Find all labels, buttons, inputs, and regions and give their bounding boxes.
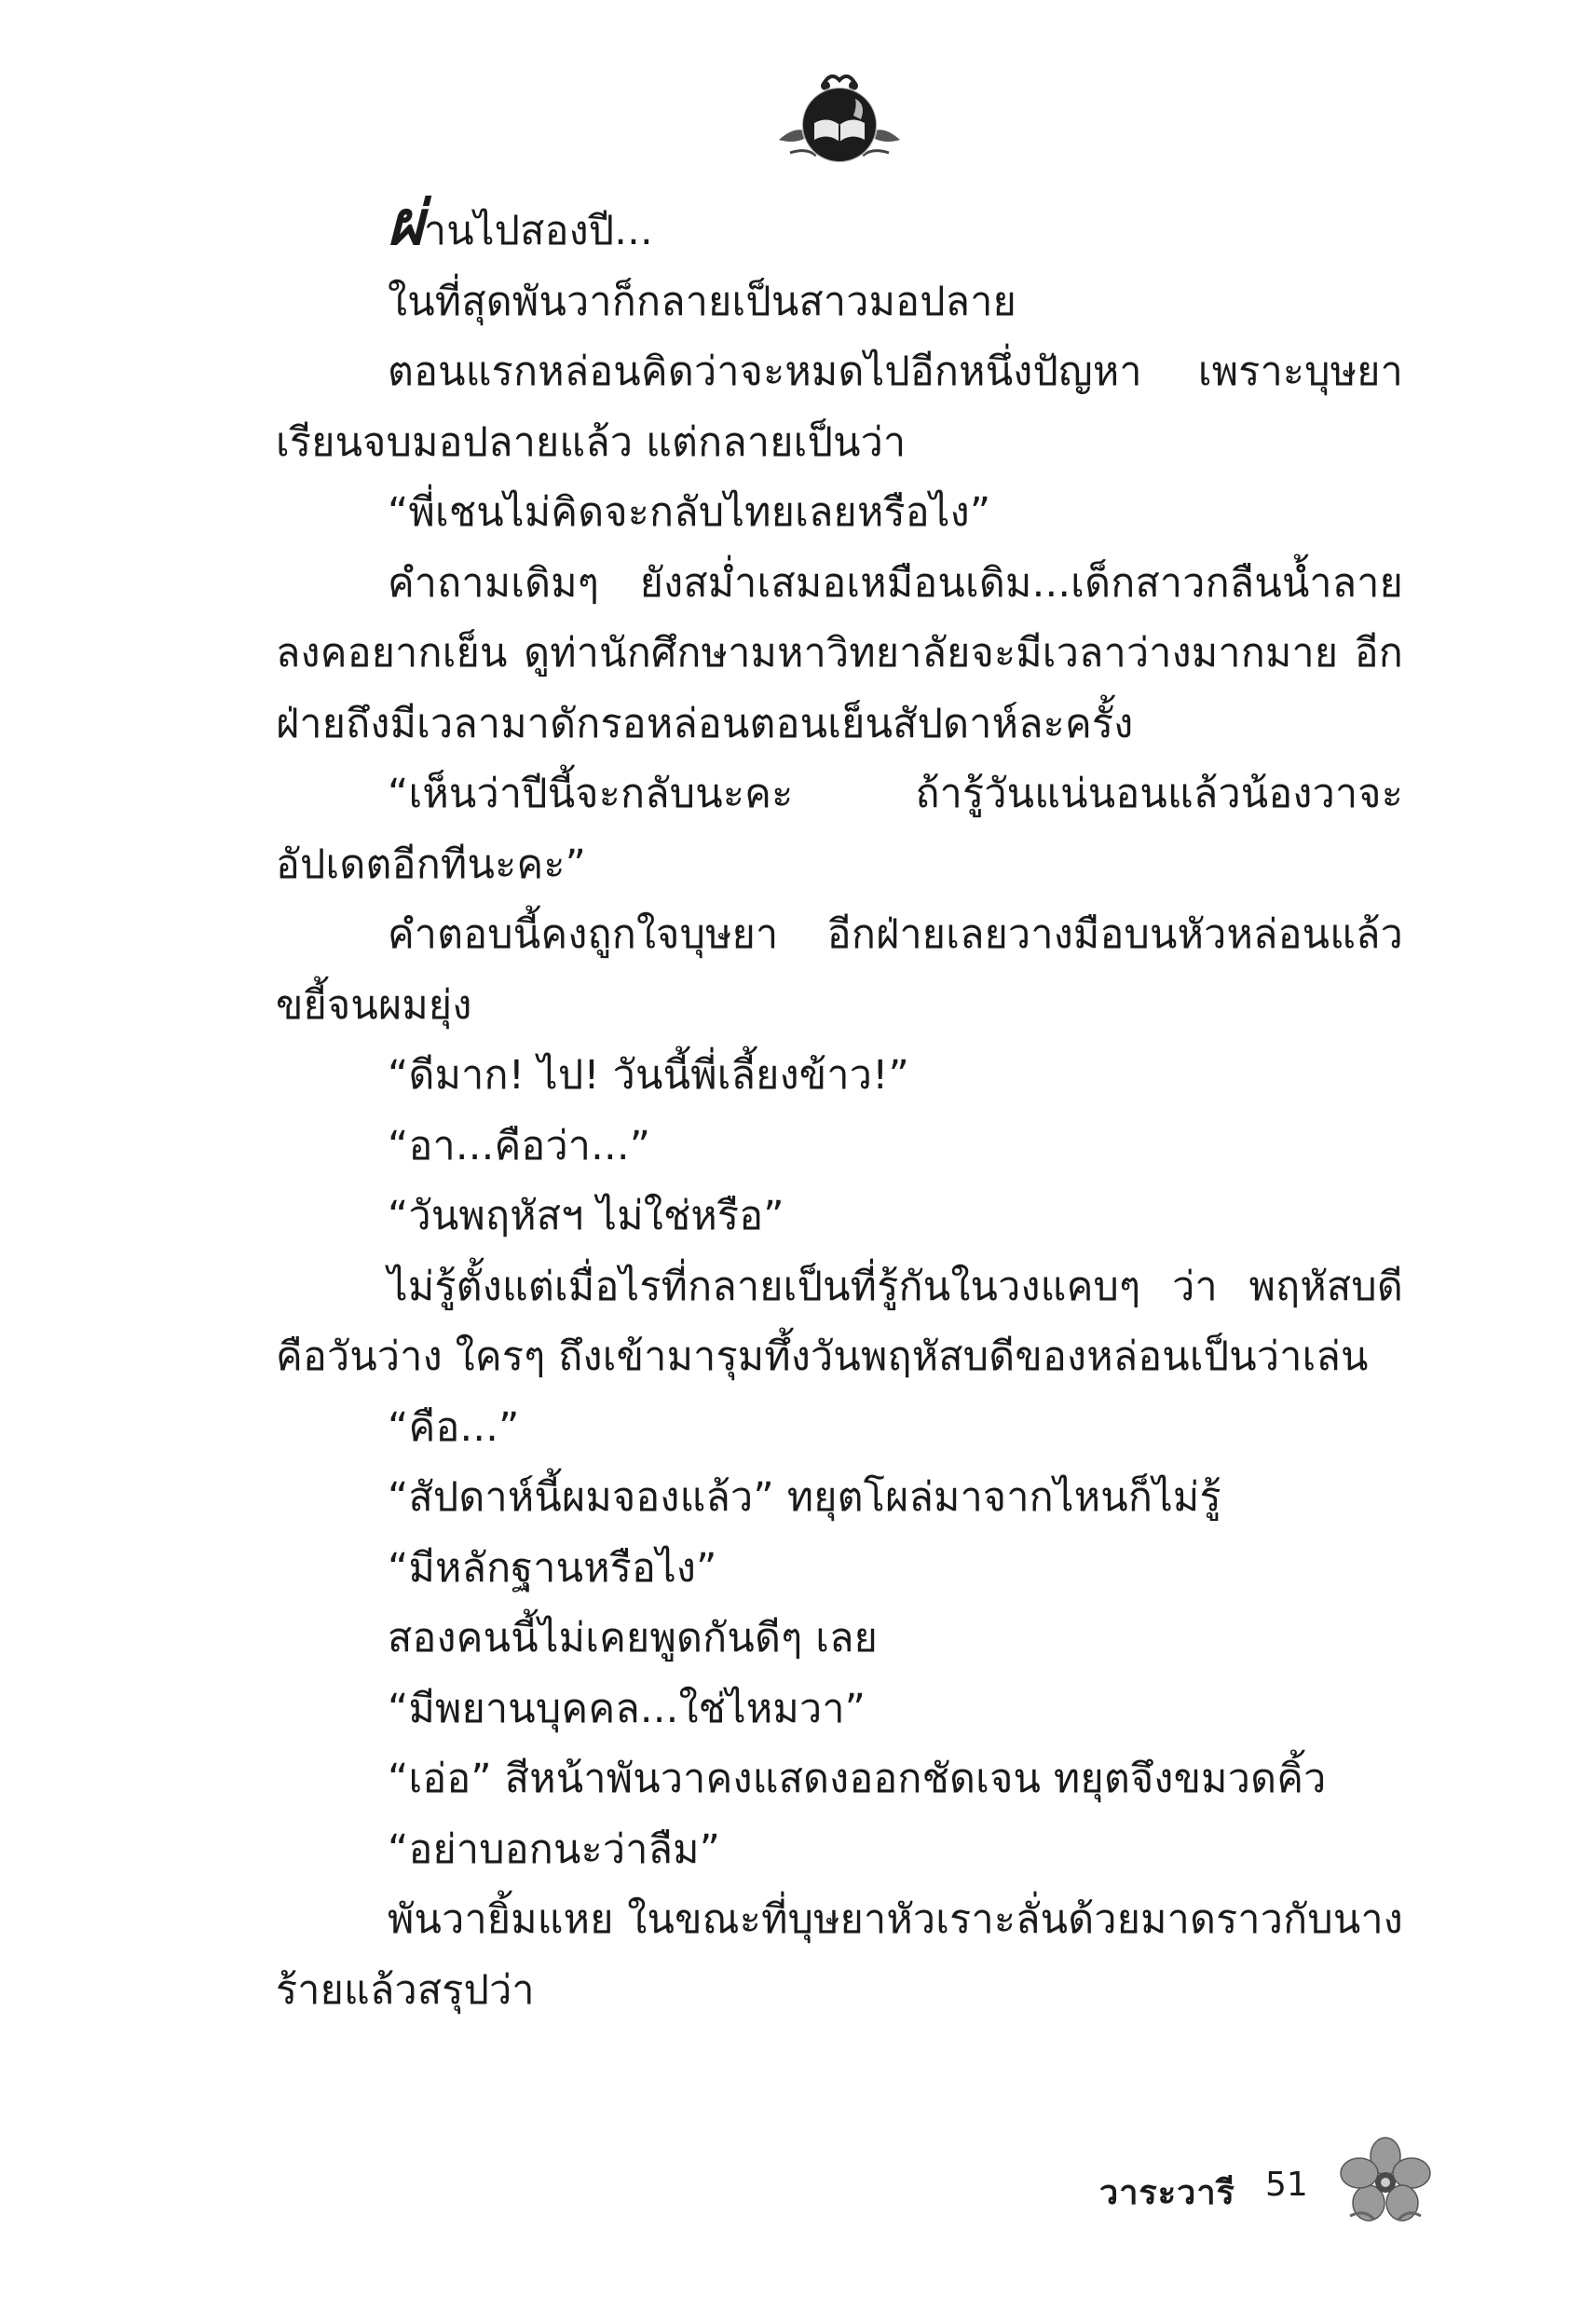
paragraph: คำถามเดิมๆ ยังสม่ำเสมอเหมือนเดิม...เด็กสาวกลืนน้ำลายลงคอยากเย็น ดูท่านักศึกษามหาวิทยาลัยจะมีเวลาว่างมากมาย อีกฝ่ายถึงมีเวลามาดักรอหล่อนตอนเย็นสัปดาห์ละครั้ง xyxy=(276,559,1403,747)
paragraph: “เห็นว่าปีนี้จะกลับนะคะ ถ้ารู้วันแน่นอนแล้วน้องวาจะอัปเดตอีกทีนะคะ” xyxy=(276,771,1403,888)
paragraph: “มีหลักฐานหรือไง” xyxy=(388,1544,717,1592)
paragraph: ไม่รู้ตั้งแต่เมื่อไรที่กลายเป็นที่รู้กันในวงแคบๆ ว่า พฤหัสบดีคือวันว่าง ใครๆ ถึงเข้ามารุมทึ้งวันพฤหัสบดีของหล่อนเป็นว่าเล่น xyxy=(276,1263,1403,1380)
paragraph: “คือ...” xyxy=(388,1403,520,1451)
page-footer xyxy=(1099,2134,1435,2227)
paragraph: “พี่เชนไม่คิดจะกลับไทยเลยหรือไง” xyxy=(388,489,991,536)
chapter-body xyxy=(276,187,1403,2026)
paragraph: “ดีมาก! ไป! วันนี้พี่เลี้ยงข้าว!” xyxy=(388,1052,909,1099)
flower-ornament-icon xyxy=(1337,2134,1434,2227)
paragraph: “อา...คือว่า...” xyxy=(388,1122,651,1169)
paragraph: “เอ่อ” สีหน้าพันวาคงแสดงออกชัดเจน ทยุตจึงขมวดคิ้ว xyxy=(388,1756,1327,1802)
paragraph: สองคนนี้ไม่เคยพูดกันดีๆ เลย xyxy=(388,1615,879,1661)
book-emblem-icon xyxy=(770,67,909,170)
paragraph: ตอนแรกหล่อนคิดว่าจะหมดไปอีกหนึ่งปัญหา เพราะบุษยาเรียนจบมอปลายแล้ว แต่กลายเป็นว่า xyxy=(276,349,1403,466)
paragraph xyxy=(276,187,1403,267)
book-title: วาระวารี xyxy=(1099,2174,1235,2212)
paragraph: “มีพยานบุคคล...ใช่ไหมวา” xyxy=(388,1685,866,1732)
paragraph: ในที่สุดพันวาก็กลายเป็นสาวมอปลาย xyxy=(388,278,1016,325)
page-number: 51 xyxy=(1265,2166,1308,2204)
paragraph: พันวายิ้มแหย ในขณะที่บุษยาหัวเราะลั่นด้วยมาดราวกับนางร้ายแล้วสรุปว่า xyxy=(276,1896,1403,2014)
paragraph: “วันพฤหัสฯ ไม่ใช่หรือ” xyxy=(388,1193,784,1239)
drop-cap: ผ่ xyxy=(388,187,424,259)
paragraph: “อย่าบอกนะว่าลืม” xyxy=(388,1826,721,1873)
paragraph: “สัปดาห์นี้ผมจองแล้ว” ทยุตโผล่มาจากไหนก็ไม่รู้ xyxy=(388,1474,1221,1521)
paragraph: คำตอบนี้คงถูกใจบุษยา อีกฝ่ายเลยวางมือบนหัวหล่อนแล้วขยี้จนผมยุ่ง xyxy=(276,911,1403,1029)
paragraph-text: านไปสองปี... xyxy=(423,208,653,254)
